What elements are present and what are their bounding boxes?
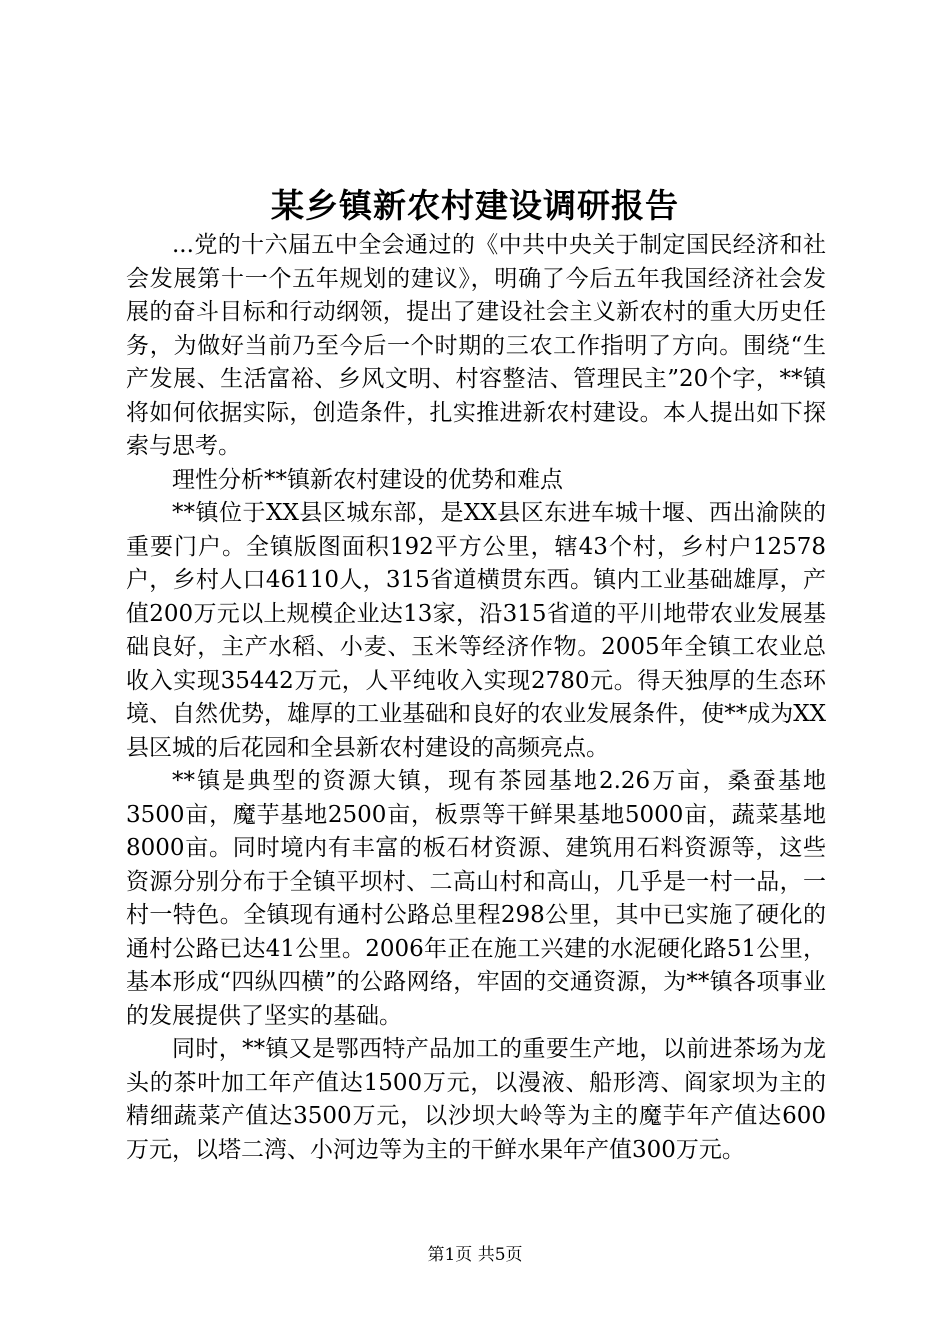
document-body — [126, 229, 826, 1167]
paragraph-processing: 同时，**镇又是鄂西特产品加工的重要生产地，以前进茶场为龙头的茶叶加工年产值达1500万元，以漫液、船形湾、阎家坝为主的精细蔬菜产值达3500万元，以沙坝大岭等为主的魔芋年产值达600万元，以塔二湾、小河边等为主的干鲜水果年产值300万元。 — [126, 1036, 826, 1163]
page-footer: 第1页 共5页 — [427, 1245, 523, 1265]
paragraph-resources: **镇是典型的资源大镇，现有茶园基地2.26万亩，桑蚕基地3500亩，魔芋基地2500亩，板票等干鲜果基地5000亩，蔬菜基地8000亩。同时境内有丰富的板石材资源、建筑用石料资源等，这些资源分别分布于全镇平坝村、二高山村和高山，几乎是一村一品，一村一特色。全镇现有通村公路总里程298公里，其中已实施了硬化的通村公路已达41公里。2006年正在施工兴建的水泥硬化路51公里，基本形成“四纵四横”的公路网络，牢固的交通资源，为**镇各项事业的发展提供了坚实的基础。 — [126, 768, 826, 1029]
paragraph-intro: ...党的十六届五中全会通过的《中共中央关于制定国民经济和社会发展第十一个五年规划的建议》，明确了今后五年我国经济社会发展的奋斗目标和行动纲领，提出了建设社会主义新农村的重大历史任务，为做好当前乃至今后一个时期的三农工作指明了方向。围绕“生产发展、生活富裕、乡风文明、村容整洁、管理民主”20个字，**镇将如何依据实际，创造条件，扎实推进新农村建设。本人提出如下探索与思考。 — [126, 232, 826, 459]
paragraph-overview: **镇位于XX县区城东部，是XX县区东进车城十堰、西出渝陕的重要门户。全镇版图面积192平方公里，辖43个村，乡村户12578户，乡村人口46110人，315省道横贯东西。镇内工业基础雄厚，产值200万元以上规模企业达13家，沿315省道的平川地带农业发展基础良好，主产水稻、小麦、玉米等经济作物。2005年全镇工农业总收入实现35442万元，人平纯收入实现2780元。得天独厚的生态环境、自然优势，雄厚的工业基础和良好的农业发展条件，使**成为XX县区城的后花园和全县新农村建设的高频亮点。 — [126, 500, 826, 761]
section-heading: 理性分析**镇新农村建设的优势和难点 — [172, 466, 563, 493]
document-title: 某乡镇新农村建设调研报告 — [271, 186, 679, 225]
